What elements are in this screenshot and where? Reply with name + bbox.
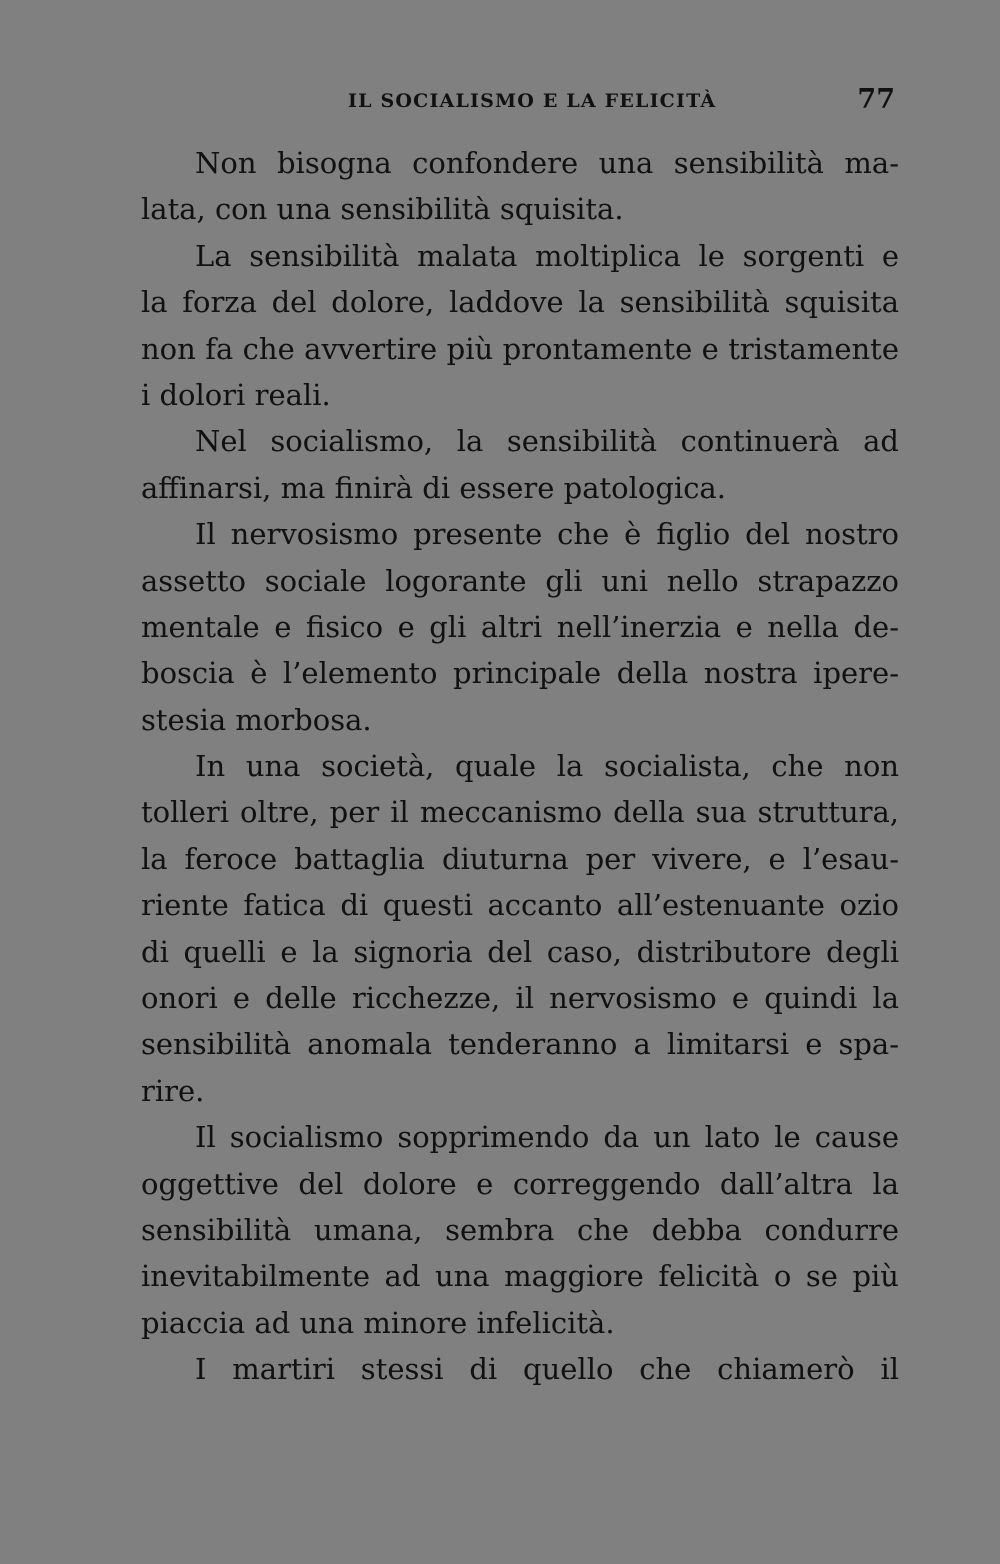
text-line: Nel socialismo, la sensibilità continuerà ad [195,424,899,459]
text-line: affinarsi, ma finirà di essere patologica. [141,470,726,505]
text-line: tolleri oltre, per il meccanismo della sua struttura, [141,795,899,830]
text-line: riente fatica di questi accanto all’estenuante ozio [141,888,899,923]
text-line: la feroce battaglia diuturna per vivere, e l’esau- [141,841,899,876]
text-line: di quelli e la signoria del caso, distributore degli [141,934,899,969]
running-title: IL SOCIALISMO E LA FELICITÀ [348,90,717,112]
running-head [140,84,895,118]
page-number: 77 [857,84,895,115]
text-line: sensibilità anomala tenderanno a limitarsi e spa- [141,1027,899,1062]
text-line: Il nervosismo presente che è figlio del nostro [195,517,899,552]
text-line: rire. [141,1073,205,1108]
text-line: In una società, quale la socialista, che non [195,749,899,784]
text-line: stesia morbosa. [141,702,372,737]
text-line: assetto sociale logorante gli uni nello strapazzo [141,563,899,598]
body-text [141,140,899,1393]
text-line: i dolori reali. [141,377,331,412]
text-line: sensibilità umana, sembra che debba condurre [141,1212,899,1247]
text-line: non fa che avvertire più prontamente e tristamente [141,331,899,366]
text-line: oggettive del dolore e correggendo dall’altra la [141,1166,899,1201]
text-line: piaccia ad una minore infelicità. [141,1305,615,1340]
text-line: lata, con una sensibilità squisita. [141,192,624,227]
text-line: boscia è l’elemento principale della nostra ipere- [141,656,899,691]
text-line: mentale e fisico e gli altri nell’inerzia e nella de- [141,609,899,644]
text-line: la forza del dolore, laddove la sensibilità squisita [141,285,899,320]
text-line: inevitabilmente ad una maggiore felicità o se più [141,1259,899,1294]
text-line: Non bisogna confondere una sensibilità ma- [195,146,899,180]
text-line: I martiri stessi di quello che chiamerò il [195,1352,899,1387]
text-line: Il socialismo sopprimendo da un lato le cause [195,1120,899,1155]
text-line: onori e delle ricchezze, il nervosismo e quindi la [141,981,899,1016]
text-line: La sensibilità malata moltiplica le sorgenti e [195,238,899,273]
